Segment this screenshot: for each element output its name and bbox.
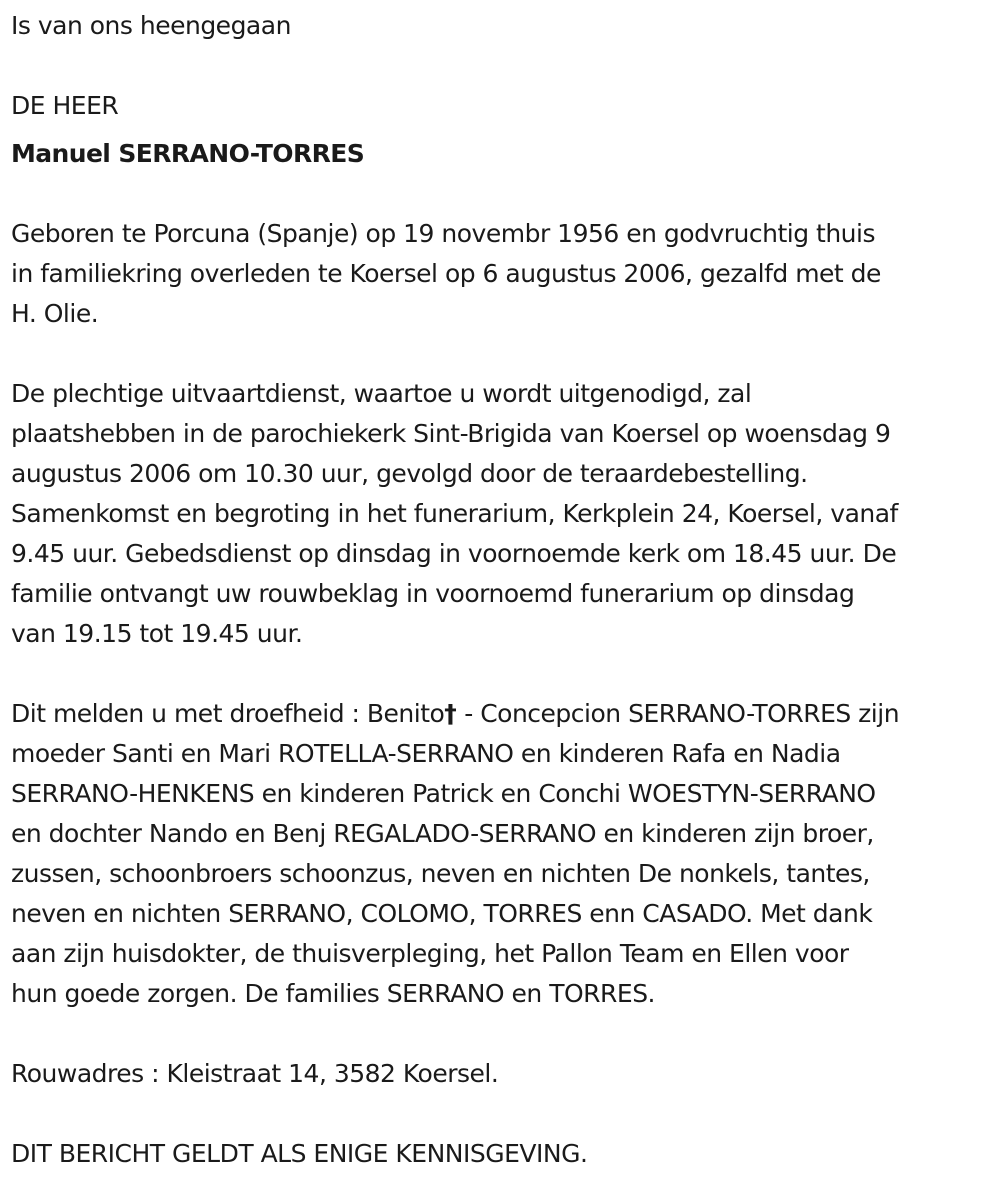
paragraph-line: 9.45 uur. Gebedsdienst op dinsdag in voornoemde kerk om 18.45 uur. De: [11, 539, 897, 568]
notice-statement: DIT BERICHT GELDT ALS ENIGE KENNISGEVING.: [11, 1139, 588, 1168]
intro-text: Is van ons heengegaan: [11, 11, 291, 40]
paragraph-line: [11, 694, 899, 734]
family-intro-text: Dit melden u met droefheid : Benito: [11, 699, 445, 728]
paragraph-line: plaatshebben in de parochiekerk Sint-Brigida van Koersel op woensdag 9: [11, 419, 891, 448]
paragraph-line: SERRANO-HENKENS en kinderen Patrick en Conchi WOESTYN-SERRANO: [11, 779, 876, 808]
honorific: DE HEER: [11, 91, 119, 120]
deceased-name: Manuel SERRANO-TORRES: [11, 139, 365, 168]
paragraph-line: Geboren te Porcuna (Spanje) op 19 novembr 1956 en godvruchtig thuis: [11, 219, 875, 248]
paragraph-line: hun goede zorgen. De families SERRANO en TORRES.: [11, 979, 656, 1008]
paragraph-line: van 19.15 tot 19.45 uur.: [11, 619, 303, 648]
paragraph-line: augustus 2006 om 10.30 uur, gevolgd door de teraardebestelling.: [11, 459, 808, 488]
paragraph-line: neven en nichten SERRANO, COLOMO, TORRES enn CASADO. Met dank: [11, 899, 873, 928]
paragraph-line: aan zijn huisdokter, de thuisverpleging, het Pallon Team en Ellen voor: [11, 939, 849, 968]
paragraph-line: zussen, schoonbroers schoonzus, neven en nichten De nonkels, tantes,: [11, 859, 870, 888]
mourning-address: Rouwadres : Kleistraat 14, 3582 Koersel.: [11, 1059, 499, 1088]
family-intro-continuation: - Concepcion SERRANO-TORRES zijn: [456, 699, 900, 728]
paragraph-line: De plechtige uitvaartdienst, waartoe u wordt uitgenodigd, zal: [11, 379, 752, 408]
cross-icon: †: [444, 699, 457, 728]
paragraph-line: H. Olie.: [11, 299, 99, 328]
paragraph-line: moeder Santi en Mari ROTELLA-SERRANO en kinderen Rafa en Nadia: [11, 739, 841, 768]
paragraph-line: familie ontvangt uw rouwbeklag in voornoemd funerarium op dinsdag: [11, 579, 855, 608]
paragraph-line: in familiekring overleden te Koersel op 6 augustus 2006, gezalfd met de: [11, 259, 881, 288]
paragraph-line: Samenkomst en begroting in het funerarium, Kerkplein 24, Koersel, vanaf: [11, 499, 898, 528]
paragraph-line: en dochter Nando en Benj REGALADO-SERRANO en kinderen zijn broer,: [11, 819, 874, 848]
